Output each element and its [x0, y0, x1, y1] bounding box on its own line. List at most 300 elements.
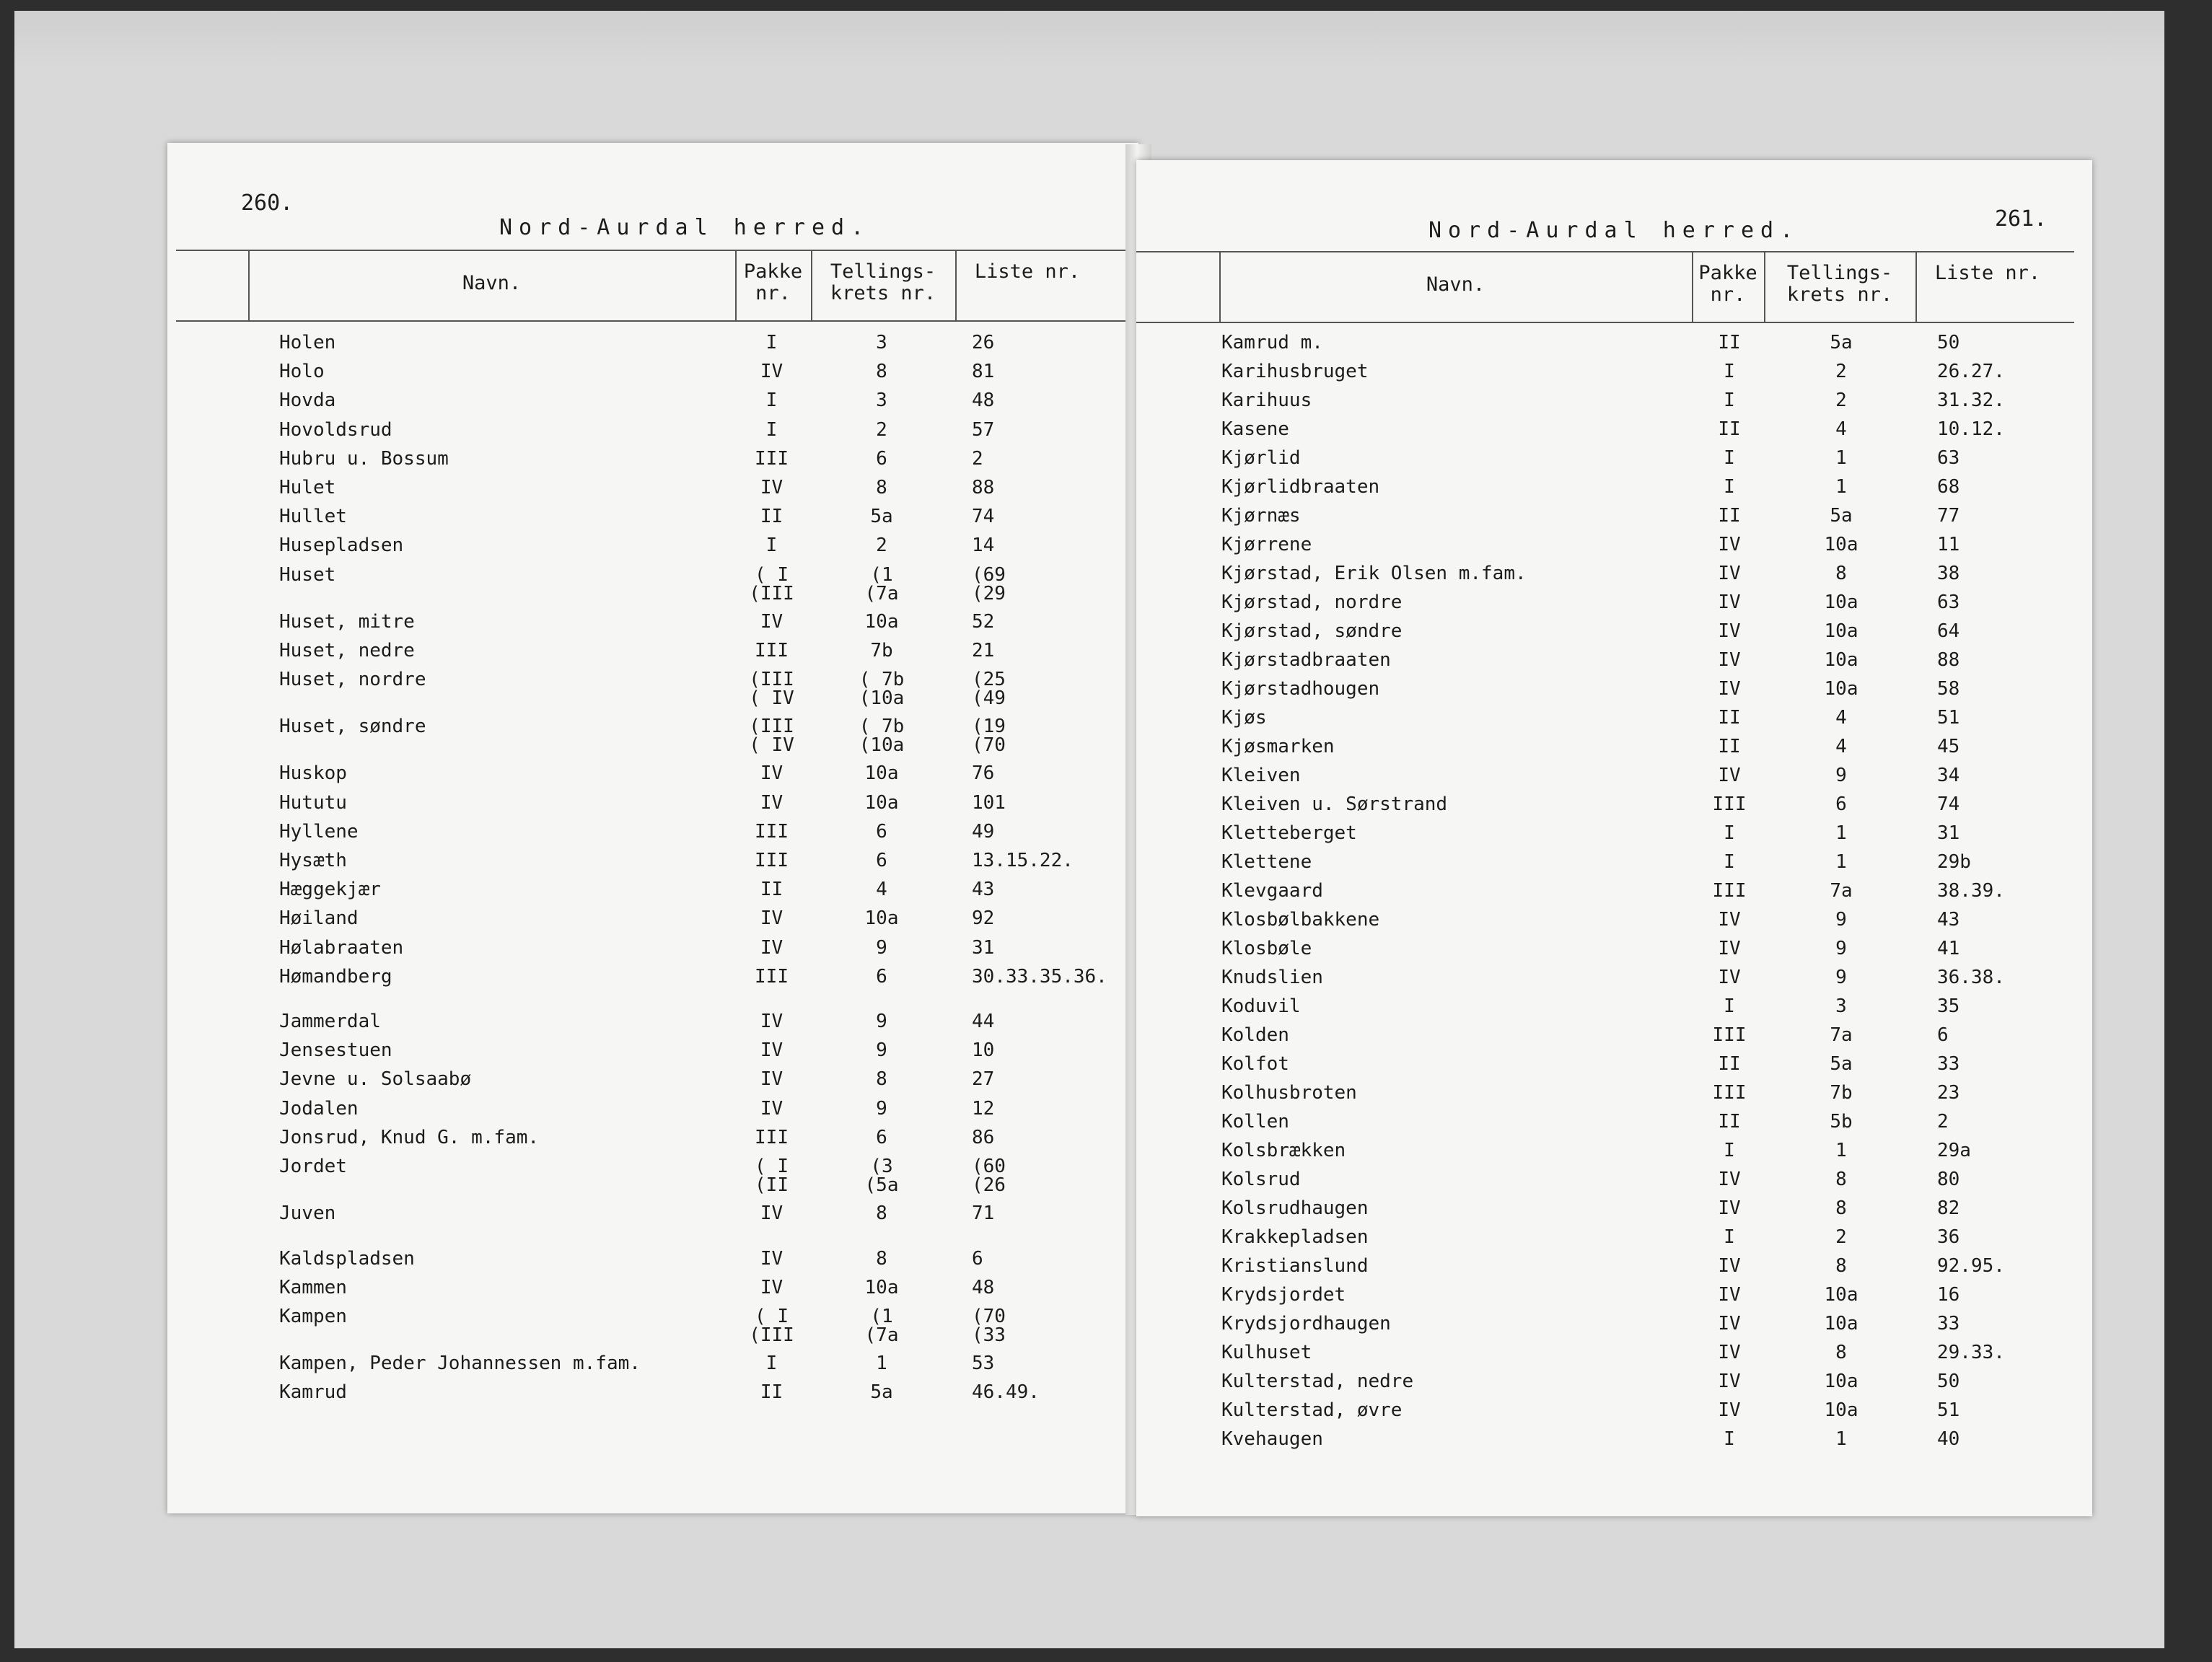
cell-pakke	[734, 535, 809, 556]
cell-navn-value: Kjørrene	[1221, 534, 1312, 555]
cell-liste-value: 92	[972, 907, 995, 930]
cell-pakke-value: I	[765, 418, 778, 441]
cell-liste	[972, 361, 994, 382]
cell-liste-value: 31	[972, 936, 995, 959]
cell-liste-value: 40	[1937, 1428, 1960, 1450]
cell-pakke	[734, 361, 809, 382]
cell-pakke	[1693, 1053, 1765, 1075]
header-liste: Liste nr.	[1934, 262, 2041, 284]
cell-navn-value: Huset	[279, 563, 336, 586]
cell-pakke	[734, 564, 809, 604]
cell-liste-value-2: (49	[972, 687, 1006, 710]
cell-navn	[279, 611, 415, 633]
cell-pakke-value: IV	[1718, 1371, 1741, 1392]
cell-pakke	[734, 716, 809, 756]
cell-pakke	[734, 792, 809, 814]
cell-pakke	[734, 937, 809, 959]
cell-navn	[279, 1098, 359, 1120]
cell-liste-value: 52	[972, 610, 995, 633]
cell-navn-value: Kjørstad, nordre	[1221, 592, 1403, 613]
table-row	[167, 1277, 1138, 1298]
cell-liste	[972, 716, 1006, 756]
header-navn: Navn.	[1426, 273, 1485, 296]
cell-tellingskrets	[809, 535, 954, 556]
cell-liste-value: 26	[972, 332, 995, 353]
cell-liste-value: 10.12.	[1937, 418, 2005, 440]
cell-tellingskrets-value: 4	[876, 879, 887, 901]
cell-liste	[972, 879, 994, 900]
cell-navn-value: Kamrud m.	[1221, 332, 1323, 353]
cell-liste	[1937, 938, 1959, 959]
cell-tellingskrets-value: 2	[1835, 361, 1847, 382]
cell-tellingskrets	[809, 879, 954, 900]
cell-navn-value: Kammen	[279, 1276, 347, 1298]
table-row	[167, 792, 1138, 814]
cell-tellingskrets-value: 8	[1835, 1197, 1847, 1219]
cell-navn-value: Huset, mitre	[279, 610, 415, 633]
table-row	[1136, 534, 2092, 555]
cell-navn	[279, 1353, 641, 1374]
cell-liste-value-2: (29	[972, 582, 1006, 604]
cell-tellingskrets	[809, 850, 954, 871]
cell-pakke	[1693, 1342, 1765, 1363]
cell-pakke-value: IV	[760, 1011, 784, 1033]
cell-tellingskrets-value: 4	[1835, 707, 1847, 729]
header-navn: Navn.	[462, 272, 522, 294]
cell-navn	[279, 477, 335, 498]
cell-navn-value: Kulterstad, nedre	[1221, 1371, 1414, 1392]
cell-pakke-value: IV	[1718, 620, 1741, 642]
cell-pakke	[734, 640, 809, 661]
table-row	[1136, 1226, 2092, 1248]
cell-liste	[1937, 765, 1959, 786]
cell-tellingskrets-value: 6	[1835, 793, 1847, 815]
cell-pakke	[1693, 793, 1765, 815]
cell-navn	[279, 361, 325, 382]
table-row	[167, 1011, 1138, 1032]
cell-liste-value: 31	[1937, 822, 1960, 844]
cell-pakke	[1693, 1313, 1765, 1335]
cell-pakke-value: IV	[1718, 563, 1741, 584]
cell-tellingskrets-value: 8	[1835, 1342, 1847, 1363]
cell-liste	[1937, 707, 1959, 729]
cell-liste	[1937, 476, 1959, 498]
cell-pakke	[1693, 967, 1765, 988]
cell-navn	[1221, 1111, 1289, 1133]
cell-navn-value: Kjørnæs	[1221, 505, 1301, 527]
cell-navn	[279, 506, 347, 527]
cell-liste	[1937, 1342, 2005, 1363]
cell-navn	[1221, 505, 1301, 527]
cell-tellingskrets	[809, 821, 954, 843]
cell-navn-value: Klevgaard	[1221, 880, 1323, 902]
cell-navn	[279, 879, 381, 900]
cell-pakke	[1693, 1024, 1765, 1046]
cell-liste	[972, 821, 994, 843]
cell-tellingskrets	[809, 1306, 954, 1346]
cell-pakke	[1693, 1255, 1765, 1277]
cell-tellingskrets-value: 1	[876, 1353, 887, 1375]
cell-pakke	[734, 821, 809, 843]
cell-pakke-value: II	[1718, 1111, 1741, 1133]
cell-liste-value: 43	[1937, 909, 1960, 931]
table-row	[1136, 1428, 2092, 1450]
cell-pakke-value: II	[760, 506, 784, 528]
cell-liste-value: (70	[972, 1305, 1006, 1327]
cell-pakke	[1693, 765, 1765, 786]
cell-navn-value: Kjørstad, søndre	[1221, 620, 1403, 642]
cell-tellingskrets-value: ( 7b	[859, 716, 905, 738]
table-row	[167, 1068, 1138, 1090]
cell-pakke-value: II	[1718, 1053, 1741, 1075]
cell-pakke-value: IV	[760, 610, 784, 633]
cell-navn-value: Klosbøle	[1221, 938, 1312, 959]
cell-pakke-value: IV	[1718, 592, 1741, 613]
cell-liste	[972, 792, 1006, 814]
cell-pakke-value: IV	[760, 1039, 784, 1062]
cell-navn	[1221, 563, 1527, 584]
cell-pakke-value: IV	[760, 1097, 784, 1120]
cell-liste-value: 33	[1937, 1053, 1960, 1075]
cell-liste-value: 2	[972, 447, 983, 470]
table-row	[167, 506, 1138, 527]
cell-navn-value: Hovda	[279, 390, 336, 412]
cell-liste	[972, 1098, 994, 1120]
cell-tellingskrets	[1765, 1111, 1917, 1133]
cell-liste	[1937, 1428, 1959, 1450]
cell-tellingskrets-value: 5a	[870, 1381, 893, 1404]
cell-navn-value: Hubru u. Bossum	[279, 447, 449, 470]
table-row	[167, 332, 1138, 353]
cell-liste	[972, 640, 994, 661]
cell-navn-value: Juven	[279, 1202, 336, 1225]
cell-pakke-value: II	[1718, 707, 1741, 729]
cell-liste-value: 38	[1937, 563, 1960, 584]
cell-liste-value: 48	[972, 390, 995, 412]
cell-tellingskrets-value: 7b	[1830, 1082, 1853, 1104]
cell-tellingskrets	[809, 448, 954, 470]
cell-liste-value: 43	[972, 879, 995, 901]
table-row	[1136, 505, 2092, 527]
cell-tellingskrets-value: 10a	[1824, 678, 1858, 700]
cell-pakke-value: I	[1724, 1226, 1735, 1248]
cell-tellingskrets-value-2: (7a	[864, 582, 899, 604]
cell-navn	[1221, 995, 1301, 1017]
cell-pakke-value: I	[1724, 1140, 1735, 1161]
cell-pakke	[1693, 736, 1765, 757]
cell-pakke	[1693, 995, 1765, 1017]
cell-navn-value: Kjørlidbraaten	[1221, 476, 1380, 498]
cell-pakke-value: I	[765, 332, 778, 353]
cell-tellingskrets	[1765, 476, 1917, 498]
table-row	[1136, 909, 2092, 931]
table-row	[167, 564, 1138, 604]
cell-tellingskrets	[809, 1202, 954, 1224]
cell-navn	[1221, 1428, 1323, 1450]
cell-pakke-value: I	[1724, 447, 1735, 469]
cell-navn	[279, 937, 403, 959]
table-row	[167, 390, 1138, 411]
cell-pakke	[1693, 1111, 1765, 1133]
table-row	[1136, 476, 2092, 498]
cell-navn	[279, 1306, 347, 1327]
cell-navn	[279, 1156, 347, 1177]
cell-liste	[1937, 1111, 1949, 1133]
cell-navn	[279, 1202, 335, 1224]
cell-tellingskrets	[809, 1381, 954, 1403]
cell-tellingskrets-value: 8	[1835, 1169, 1847, 1190]
cell-liste	[972, 611, 994, 633]
cell-navn	[1221, 1371, 1413, 1392]
cell-pakke	[1693, 505, 1765, 527]
cell-liste	[972, 535, 994, 556]
cell-navn-value: Huset, nordre	[279, 669, 426, 691]
cell-tellingskrets-value: 8	[876, 477, 887, 498]
cell-liste	[972, 506, 994, 527]
cell-tellingskrets-value: 6	[876, 820, 887, 843]
table-row	[1136, 678, 2092, 700]
cell-pakke	[1693, 563, 1765, 584]
cell-liste	[1937, 534, 1959, 555]
cell-tellingskrets	[809, 1127, 954, 1148]
cell-liste-value: 21	[972, 639, 995, 661]
cell-pakke	[1693, 909, 1765, 931]
table-row	[1136, 1371, 2092, 1392]
cell-tellingskrets-value: 10a	[1824, 534, 1858, 555]
cell-pakke	[1693, 707, 1765, 729]
cell-pakke-value: IV	[1718, 967, 1741, 988]
table-row	[1136, 1053, 2092, 1075]
cell-pakke	[734, 477, 809, 498]
cell-navn-value: Kjørlid	[1221, 447, 1301, 469]
cell-liste-value: 49	[972, 820, 995, 843]
cell-liste	[1937, 851, 1971, 873]
cell-liste-value: 63	[1937, 447, 1960, 469]
cell-liste-value: (19	[972, 716, 1006, 738]
table-row	[1136, 620, 2092, 642]
cell-pakke-value: (III	[749, 669, 794, 691]
cell-pakke	[734, 506, 809, 527]
cell-tellingskrets	[1765, 1140, 1917, 1161]
cell-navn	[1221, 1082, 1357, 1104]
cell-pakke	[734, 966, 809, 988]
cell-tellingskrets	[1765, 1226, 1917, 1248]
cell-liste-value: 51	[1937, 707, 1960, 729]
table-row	[1136, 967, 2092, 988]
cell-liste	[972, 477, 994, 498]
table-row	[1136, 880, 2092, 902]
cell-pakke-value: IV	[1718, 765, 1741, 786]
cell-tellingskrets	[1765, 938, 1917, 959]
cell-tellingskrets	[809, 564, 954, 604]
table-row	[167, 640, 1138, 661]
cell-navn-value: Kvehaugen	[1221, 1428, 1323, 1450]
table-row	[1136, 418, 2092, 440]
cell-liste	[972, 1353, 994, 1374]
cell-tellingskrets	[1765, 620, 1917, 642]
cell-navn-value: Jevne u. Solsaabø	[279, 1068, 472, 1091]
cell-tellingskrets-value: 10a	[1824, 1399, 1858, 1421]
cell-navn-value: Karihusbruget	[1221, 361, 1369, 382]
cell-pakke	[1693, 1284, 1765, 1306]
cell-navn-value: Kampen, Peder Johannessen m.fam.	[279, 1353, 641, 1375]
cell-liste	[972, 1039, 994, 1061]
cell-liste-value: 88	[972, 477, 995, 498]
cell-tellingskrets-value: 2	[876, 418, 887, 441]
cell-tellingskrets	[809, 907, 954, 929]
cell-liste	[972, 1011, 994, 1032]
cell-pakke	[734, 1011, 809, 1032]
cell-pakke	[1693, 447, 1765, 469]
cell-liste-value: 64	[1937, 620, 1960, 642]
cell-liste-value: 51	[1937, 1399, 1960, 1421]
cell-pakke-value-2: (III	[749, 582, 794, 604]
left-page-title: Nord-Aurdal herred.	[499, 215, 871, 240]
cell-liste-value: (69	[972, 563, 1006, 586]
cell-pakke	[734, 1068, 809, 1090]
cell-tellingskrets	[809, 506, 954, 527]
table-row	[167, 907, 1138, 929]
cell-tellingskrets-value: 3	[876, 332, 887, 353]
table-row	[1136, 995, 2092, 1017]
cell-tellingskrets	[809, 640, 954, 661]
cell-tellingskrets	[1765, 1197, 1917, 1219]
cell-pakke	[734, 762, 809, 784]
cell-pakke	[1693, 476, 1765, 498]
cell-tellingskrets-value: 8	[1835, 563, 1847, 584]
cell-navn	[279, 907, 359, 929]
cell-tellingskrets-value: 9	[1835, 967, 1847, 988]
cell-tellingskrets	[809, 937, 954, 959]
cell-navn	[1221, 1053, 1289, 1075]
cell-navn	[279, 1011, 381, 1032]
cell-liste	[972, 390, 994, 411]
table-row	[1136, 1313, 2092, 1335]
table-row	[167, 850, 1138, 871]
cell-tellingskrets-value: 8	[876, 361, 887, 383]
cell-pakke	[1693, 361, 1765, 382]
cell-tellingskrets	[1765, 592, 1917, 613]
cell-tellingskrets	[1765, 1342, 1917, 1363]
cell-tellingskrets-value: (1	[870, 1305, 893, 1327]
table-row	[167, 821, 1138, 843]
cell-pakke	[1693, 1082, 1765, 1104]
cell-liste-value: 23	[1937, 1082, 1960, 1104]
cell-pakke-value: II	[1718, 736, 1741, 757]
cell-tellingskrets	[809, 332, 954, 353]
cell-liste-value: 50	[1937, 332, 1960, 353]
cell-pakke	[1693, 390, 1765, 411]
cell-liste-value: (60	[972, 1156, 1006, 1178]
table-row	[167, 477, 1138, 498]
cell-liste-value: 14	[972, 535, 995, 557]
cell-navn	[1221, 736, 1335, 757]
cell-tellingskrets-value: 2	[1835, 1226, 1847, 1248]
cell-pakke	[734, 1248, 809, 1270]
cell-navn-value: Knudslien	[1221, 967, 1323, 988]
cell-liste	[972, 564, 1006, 604]
cell-tellingskrets-value: 8	[876, 1068, 887, 1091]
cell-liste-value: 27	[972, 1068, 995, 1091]
cell-tellingskrets	[1765, 505, 1917, 527]
cell-navn	[1221, 967, 1323, 988]
cell-pakke-value: IV	[1718, 678, 1741, 700]
cell-tellingskrets-value: 10a	[864, 907, 899, 930]
cell-navn	[279, 821, 359, 843]
cell-liste-value: 77	[1937, 505, 1960, 527]
cell-tellingskrets	[1765, 563, 1917, 584]
cell-navn-value: Kulhuset	[1221, 1342, 1312, 1363]
cell-tellingskrets-value: 5b	[1830, 1111, 1853, 1133]
cell-pakke-value: III	[1712, 1082, 1747, 1104]
header-pakke: Pakke nr.	[1698, 262, 1757, 306]
cell-tellingskrets	[809, 611, 954, 633]
cell-tellingskrets-value: 4	[1835, 736, 1847, 757]
cell-tellingskrets	[809, 716, 954, 756]
cell-liste	[1937, 361, 2005, 382]
cell-tellingskrets-value-2: (10a	[859, 734, 905, 757]
cell-tellingskrets	[809, 1277, 954, 1298]
header-pakke: Pakke nr.	[743, 260, 803, 304]
table-row	[167, 419, 1138, 441]
table-row	[167, 1156, 1138, 1196]
cell-navn-value: Holo	[279, 361, 325, 383]
cell-navn-value: Holen	[279, 332, 336, 353]
table-row	[1136, 390, 2092, 411]
cell-liste	[1937, 1371, 1959, 1392]
cell-tellingskrets-value: 8	[876, 1202, 887, 1225]
cell-liste	[1937, 1399, 1959, 1421]
cell-navn	[1221, 592, 1402, 613]
cell-navn-value: Hysæth	[279, 849, 347, 871]
cell-pakke-value: IV	[1718, 1197, 1741, 1219]
table-row	[1136, 736, 2092, 757]
cell-tellingskrets	[1765, 390, 1917, 411]
cell-liste-value: 16	[1937, 1284, 1960, 1306]
cell-liste-value: 50	[1937, 1371, 1960, 1392]
cell-navn	[1221, 1342, 1312, 1363]
cell-pakke	[1693, 1371, 1765, 1392]
cell-navn	[279, 448, 449, 470]
cell-liste-value: 6	[972, 1247, 983, 1270]
cell-pakke-value: IV	[1718, 1284, 1741, 1306]
cell-navn-value: Kjøs	[1221, 707, 1267, 729]
cell-navn	[1221, 476, 1379, 498]
table-row	[167, 535, 1138, 556]
table-row	[1136, 707, 2092, 729]
cell-tellingskrets-value: 10a	[864, 610, 899, 633]
cell-navn	[1221, 909, 1379, 931]
cell-navn-value: Kleiven	[1221, 765, 1301, 786]
cell-navn	[279, 1068, 471, 1090]
table-row	[1136, 1082, 2092, 1104]
cell-navn	[1221, 1140, 1346, 1161]
cell-liste	[1937, 1169, 1959, 1190]
right-table-header	[1136, 251, 2074, 323]
cell-tellingskrets	[1765, 851, 1917, 873]
cell-liste-value: 26.27.	[1937, 361, 2005, 382]
cell-liste-value: (25	[972, 669, 1006, 691]
cell-liste	[972, 669, 1006, 709]
cell-tellingskrets	[1765, 707, 1917, 729]
cell-liste-value: 76	[972, 762, 995, 785]
cell-pakke-value-2: (II	[755, 1174, 789, 1197]
table-row	[1136, 563, 2092, 584]
table-row	[1136, 1024, 2092, 1046]
right-page-title: Nord-Aurdal herred.	[1428, 218, 1800, 243]
cell-tellingskrets-value: 2	[876, 535, 887, 557]
cell-tellingskrets	[1765, 361, 1917, 382]
